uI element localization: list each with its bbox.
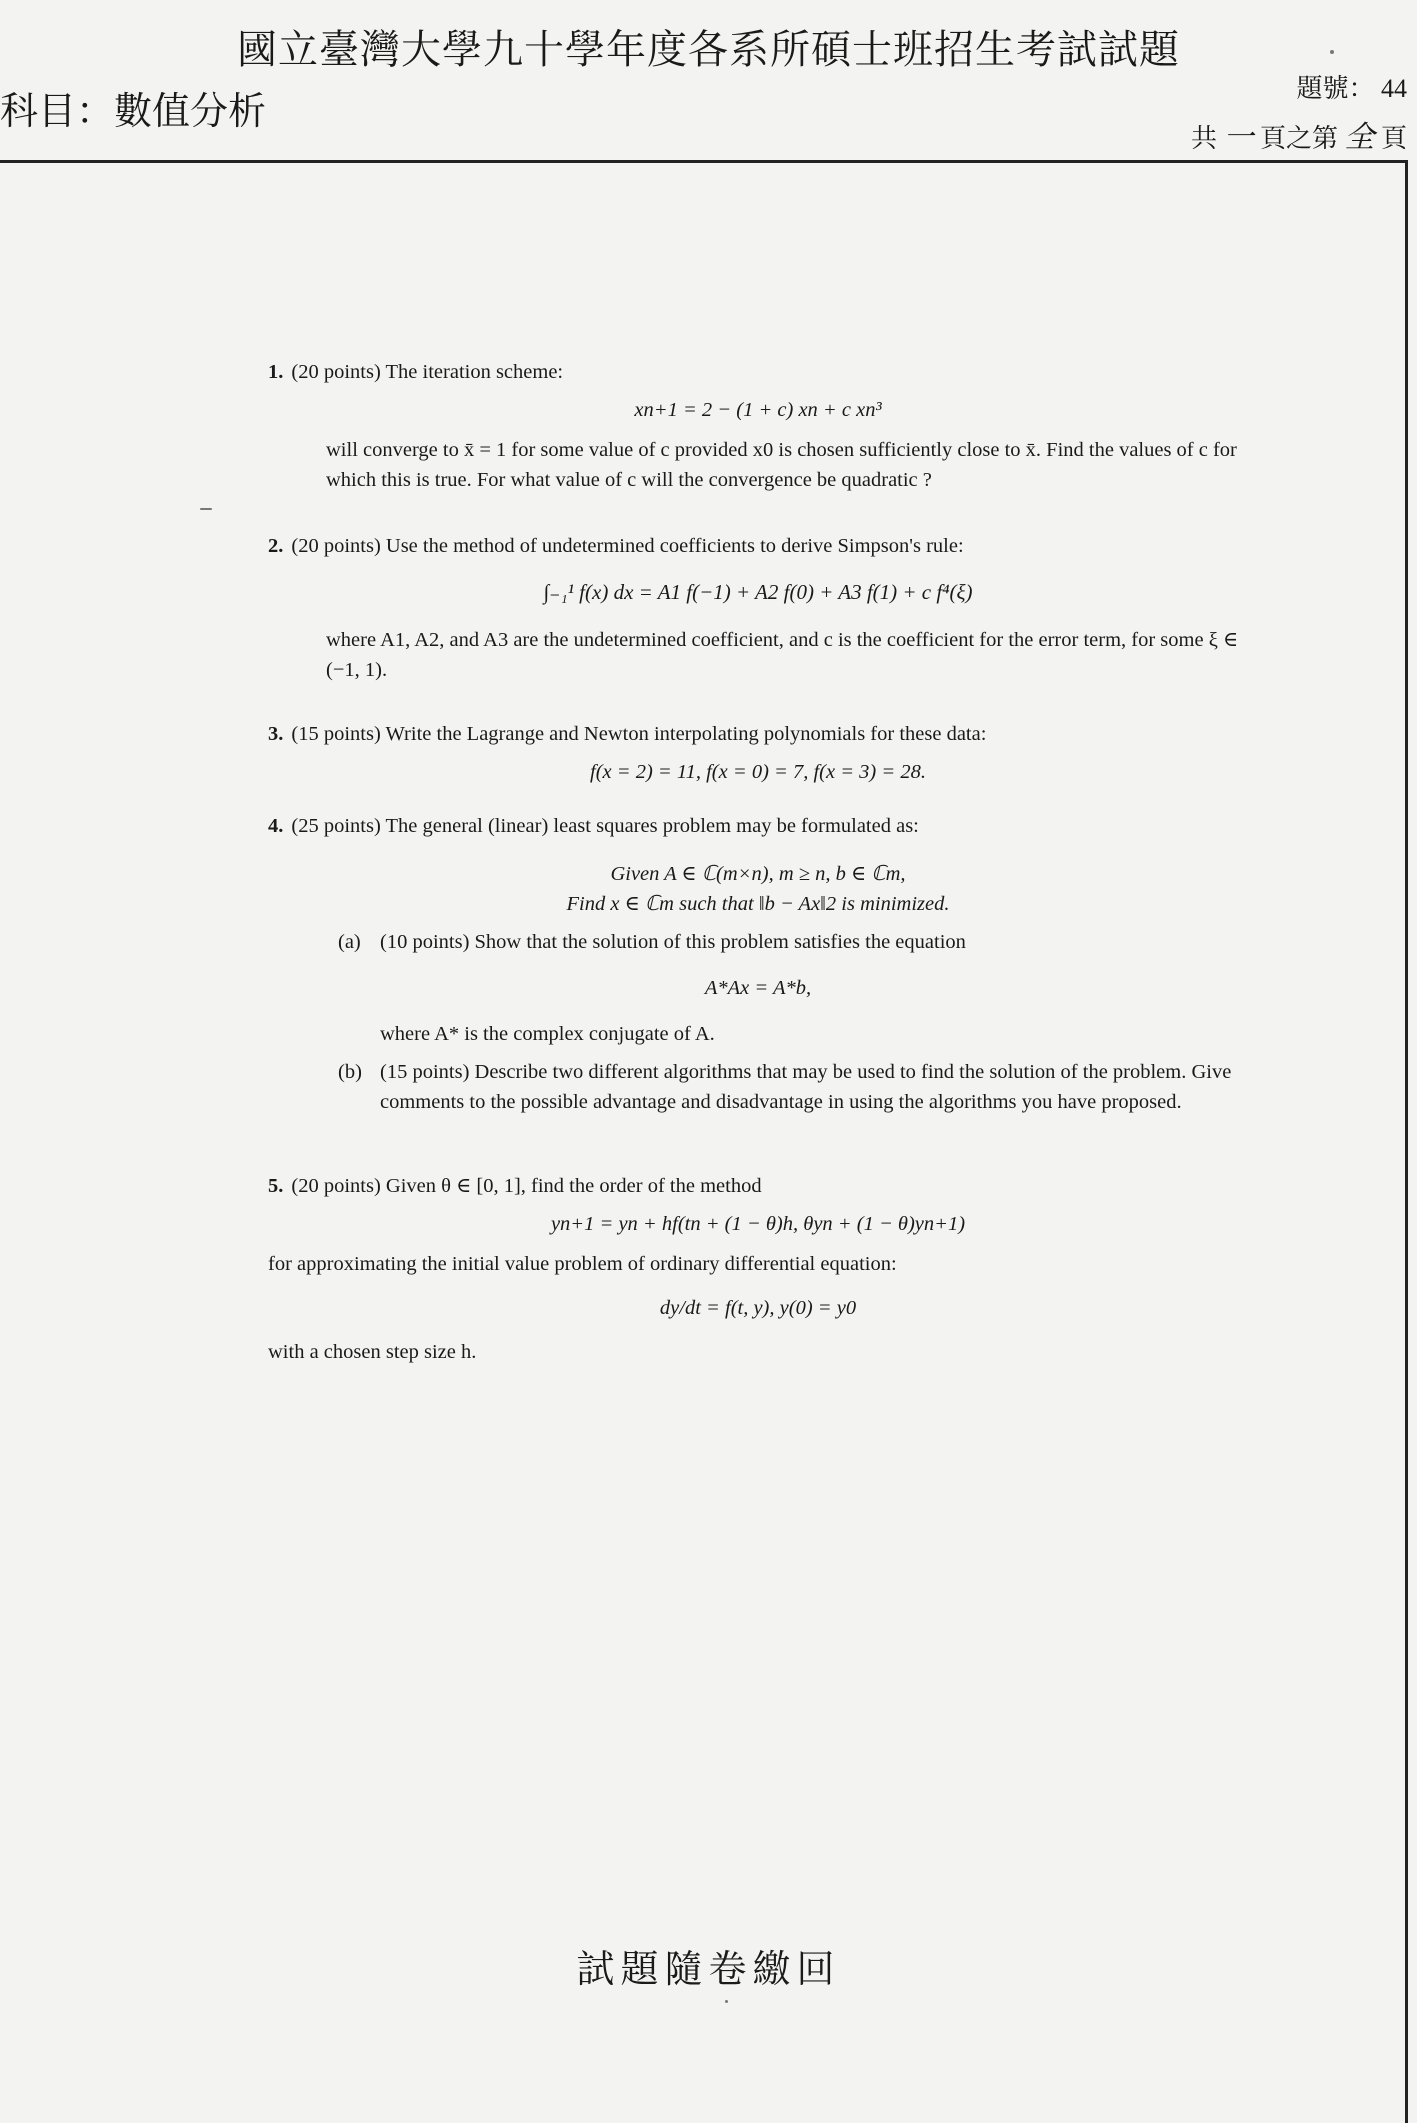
question-4 <box>268 811 1248 1117</box>
page-info-suffix: 頁 <box>1380 124 1407 153</box>
question-2-body: where A1, A2, and A3 are the undetermined coefficient, and c is the coefficient for the error term, for some ξ ∈ (−1, 1). <box>326 629 1239 681</box>
question-number: 題號： 44 <box>1296 74 1407 103</box>
part-a-text: (10 points) Show that the solution of this problem satisfies the equation <box>380 931 966 953</box>
question-1-equation: xn+1 = 2 − (1 + c) xn + c xn³ <box>634 399 882 421</box>
question-5 <box>268 1171 1248 1367</box>
page-info-total: 一 <box>1223 120 1254 155</box>
question-5-equation: yn+1 = yn + hf(tn + (1 − θ)h, θyn + (1 − θ)yn+1) <box>550 1213 966 1235</box>
exam-content <box>268 357 1248 1391</box>
page-info-prefix: 共 <box>1190 124 1217 153</box>
question-2-equation: ∫₋₁¹ f(x) dx = A1 f(−1) + A2 f(0) + A3 f(1) + c f⁴(ξ) <box>543 580 973 604</box>
question-4-head: (25 points) The general (linear) least squares problem may be formulated as: <box>291 815 919 837</box>
question-4-part-b <box>338 1057 1248 1117</box>
scan-speck <box>1330 50 1334 54</box>
question-1-number: 1. <box>268 361 284 383</box>
part-a-label: (a) <box>338 931 361 953</box>
question-4-equation-line1: Given A ∈ ℂ(m×n), m ≥ n, b ∈ ℂm, <box>610 863 906 885</box>
question-5-head: (20 points) Given θ ∈ [0, 1], find the order of the method <box>291 1175 762 1197</box>
question-3 <box>268 719 1248 787</box>
question-2 <box>268 531 1248 685</box>
question-4-equation-line2: Find x ∈ ℂm such that ‖b − Ax‖2 is minimized. <box>566 893 950 915</box>
question-2-head: (20 points) Use the method of undetermined coefficients to derive Simpson's rule: <box>291 535 964 557</box>
question-4-number: 4. <box>268 815 284 837</box>
scan-speck <box>725 2000 728 2003</box>
part-a-equation: A*Ax = A*b, <box>704 977 812 999</box>
question-3-head: (15 points) Write the Lagrange and Newton interpolating polynomials for these data: <box>291 723 987 745</box>
question-4-part-a <box>338 927 1248 1049</box>
page-info <box>1191 112 1407 156</box>
question-5-body: for approximating the initial value problem of ordinary differential equation: <box>268 1253 897 1275</box>
page-info-middle: 頁之第 <box>1259 124 1338 153</box>
question-3-equation: f(x = 2) = 11, f(x = 0) = 7, f(x = 3) = 28. <box>590 761 926 783</box>
part-b-label: (b) <box>338 1061 362 1083</box>
subject-label: 科目：數值分析 <box>0 91 267 133</box>
exam-title: 國立臺灣大學九十學年度各系所碩士班招生考試試題 <box>237 27 1180 72</box>
question-3-number: 3. <box>268 723 284 745</box>
part-a-after: where A* is the complex conjugate of A. <box>380 1023 715 1045</box>
scan-speck <box>200 508 212 510</box>
question-5-equation-2: dy/dt = f(t, y), y(0) = y0 <box>659 1297 857 1319</box>
question-1-head: (20 points) The iteration scheme: <box>291 361 564 383</box>
part-b-text: (15 points) Describe two different algorithms that may be used to find the solution of the problem. Give comments to the possible advantage and disadvantage in using the algorithms you have proposed. <box>380 1061 1232 1113</box>
question-5-after: with a chosen step size h. <box>268 1341 477 1363</box>
question-2-number: 2. <box>268 535 284 557</box>
footer-note: 試題隨卷繳回 <box>576 1949 841 1991</box>
page-info-current: 全 <box>1344 120 1375 155</box>
question-5-number: 5. <box>268 1175 284 1197</box>
question-1 <box>268 357 1248 495</box>
question-1-body: will converge to x̄ = 1 for some value of c provided x0 is chosen sufficiently close to x̄. Find the values of c for which this is true. For what value of c will the convergence be quadratic ? <box>326 439 1237 491</box>
